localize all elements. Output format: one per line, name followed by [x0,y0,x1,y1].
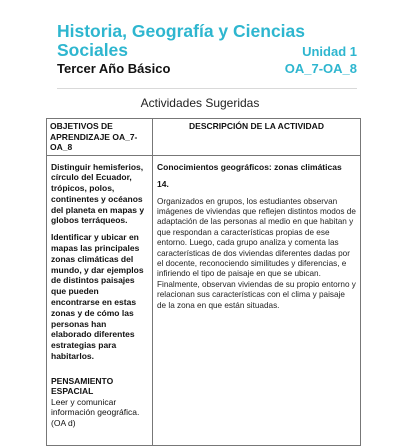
section-title: Actividades Sugeridas [140,96,260,110]
activity-number: 14. [157,179,169,189]
table-row [47,155,361,445]
skill-title: PENSAMIENTO ESPACIAL [51,375,114,397]
activity-topic: Conocimientos geográficos: zonas climáticas [157,161,342,172]
objectives-cell [47,155,153,445]
objective-item: Identificar y ubicar en mapas las principales zonas climáticas del mundo, y dar ejemplos de distintos paisajes que pueden encontrarse en estas zonas y de cómo las personas han elaborado diferentes estrategias para habitarlos. [51,232,144,362]
grade-label: Tercer Año Básico [57,61,171,76]
activities-table [46,118,361,446]
objective-codes: OA_7-OA_8 [284,61,357,76]
objectives-column-header: OBJETIVOS DE APRENDIZAJE OA_7-OA_8 [47,119,153,156]
unit-label: Unidad 1 [302,44,357,59]
table-header-row [47,119,361,156]
description-cell [153,155,361,445]
grade-row [57,61,357,76]
activity-description: Organizados en grupos, los estudiantes observan imágenes de viviendas que reflejen distintos modos de adaptación de las personas al medio en que habitan y que respondan a características propias de ese entorno. Luego, cada grupo analiza y comenta las características de dos viviendas diferentes dadas por el docente, reconociendo similitudes y diferencias, e infiriendo el tipo de paisaje en que se ubican. Finalmente, observan viviendas de su propio entorno y relacionan sus características con el clima y paisaje de la zona en que están situadas. [157,196,356,310]
skill-text: Leer y comunicar información geográfica. (OA d) [51,396,140,428]
objective-item: Distinguir hemisferios, círculo del Ecuador, trópicos, polos, continentes y océanos del planeta en mapas y globos terráqueos. [51,161,145,226]
description-column-header: DESCRIPCIÓN DE LA ACTIVIDAD [153,119,361,156]
subject-title: Historia, Geografía y Ciencias [57,21,306,41]
title-row [57,41,357,60]
subject-title-continued: Sociales [57,40,129,60]
document-header [57,22,357,76]
header-divider [57,88,357,89]
